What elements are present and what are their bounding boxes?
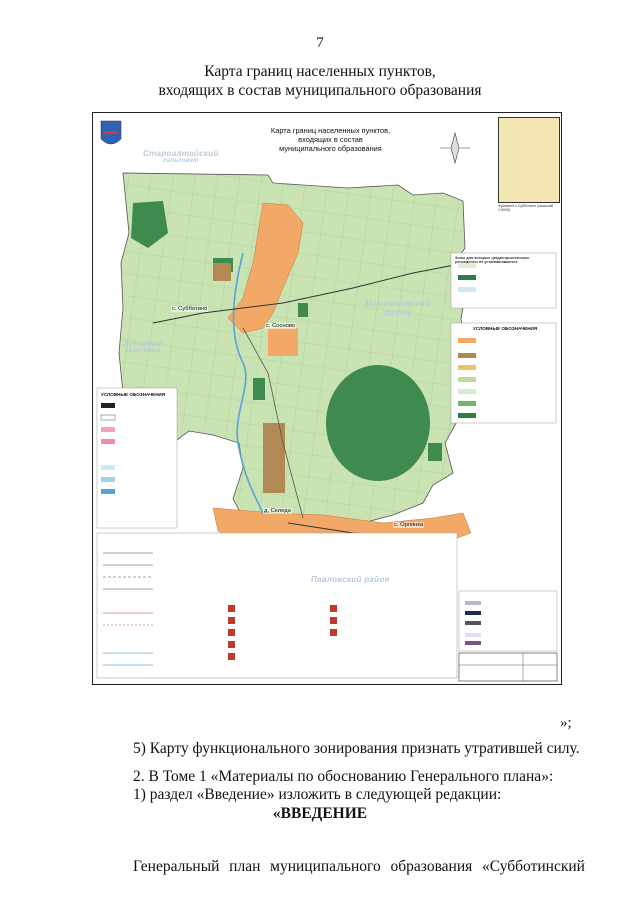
- document-title: [0, 62, 640, 100]
- paragraph-word: Генеральный: [133, 858, 220, 875]
- region-label-east: [365, 299, 430, 317]
- paragraph-general-plan: [133, 858, 585, 876]
- region-label-west-line-1: Зуевский: [123, 339, 163, 348]
- region-label-north-line-2: сельсовет: [162, 158, 199, 164]
- settlement-label-seleda: д. Селеда: [264, 508, 291, 514]
- map-drawing: [93, 113, 561, 684]
- paragraph-item-5: 5) Карту функционального зонирования признать утратившей силу.: [133, 740, 580, 757]
- legend-conventions-title-left: УСЛОВНЫЕ ОБОЗНАЧЕНИЯ: [101, 392, 166, 397]
- settlement-label-subbotino: с. Субботино: [172, 306, 208, 312]
- paragraph-word: муниципального: [270, 858, 381, 875]
- map-title-line-3: муниципального образования: [279, 144, 382, 153]
- section-heading-introduction: «ВВЕДЕНИЕ: [272, 805, 368, 822]
- map-title: [243, 126, 418, 153]
- paragraph-item-1: 1) раздел «Введение» изложить в следующей редакции:: [133, 786, 502, 803]
- legend-panel-bottom: [97, 533, 457, 678]
- map-title-line-2: входящих в состав: [298, 135, 363, 144]
- forest-patch-large: [326, 365, 430, 481]
- region-label-south: Павловский район: [311, 575, 390, 584]
- boundary-map-figure: [92, 112, 562, 685]
- legend-zones-title: Зоны для которых градостроительные регламенты не устанавливаются: [455, 256, 530, 264]
- region-label-west-line-2: сельсовет: [124, 348, 161, 354]
- closing-quote: »;: [560, 715, 572, 731]
- paragraph-item-2: 2. В Томе 1 «Материалы по обоснованию Генерального плана»:: [133, 768, 554, 785]
- legend-panel-left: [97, 388, 177, 528]
- settlement-label-sosnovo: с. Сосново: [266, 323, 296, 329]
- inset-map-fragment: [498, 117, 560, 203]
- inset-caption: Фрагмент с.Субботино (масштаб 1:5000): [498, 204, 554, 212]
- region-label-north-line-1: Староалтайский: [143, 149, 219, 158]
- title-block: [459, 653, 557, 681]
- map-title-line-1: Карта границ населенных пунктов,: [270, 126, 391, 135]
- legend-conventions-title: УСЛОВНЫЕ ОБОЗНАЧЕНИЯ: [473, 326, 538, 331]
- region-label-east-line-2: район: [384, 308, 411, 317]
- document-title-line-1: Карта границ населенных пунктов,: [204, 63, 436, 80]
- paragraph-word: образования: [390, 858, 473, 875]
- compass-rose-icon: [440, 133, 470, 163]
- page-number: 7: [316, 35, 324, 51]
- region-label-east-line-1: Мамонтовский: [365, 299, 431, 308]
- region-label-north: [143, 149, 219, 164]
- paragraph-word: план: [229, 858, 261, 875]
- paragraph-word: «Субботинский: [482, 858, 585, 875]
- region-label-west: [123, 339, 162, 354]
- document-title-line-2: входящих в состав муниципального образования: [158, 82, 482, 99]
- settlement-label-orlyanka: с. Орлянка: [394, 522, 424, 528]
